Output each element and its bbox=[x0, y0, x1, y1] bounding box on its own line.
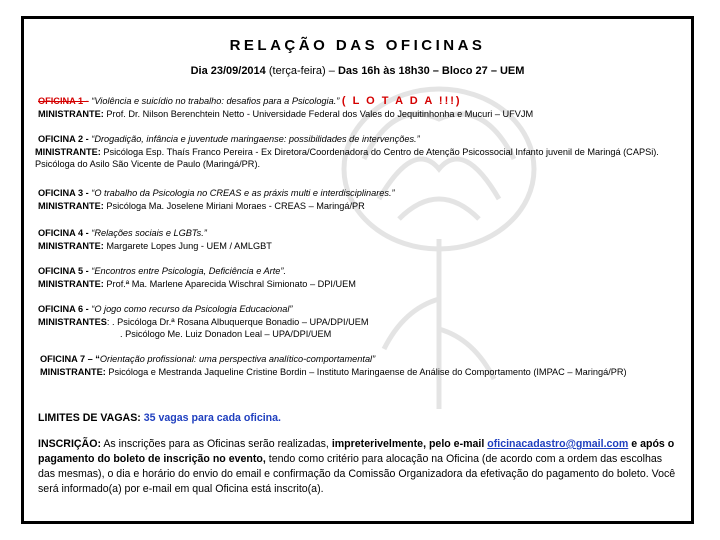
email-link[interactable]: oficinacadastro@gmail.com bbox=[487, 438, 629, 450]
ministrante-label: MINISTRANTE: bbox=[38, 240, 104, 251]
inscricao-bold-1: impreterivelmente, pelo e-mail bbox=[331, 438, 485, 450]
event-dash: – bbox=[328, 65, 335, 77]
document-frame bbox=[21, 16, 694, 524]
inscricao-bold-2: e após o pagamento do boleto de inscrição no evento, bbox=[38, 438, 675, 465]
oficina-topic: “Drogadição, infância e juventude maringaense: possibilidades de intervenções.” bbox=[91, 134, 420, 144]
ministrante-label: MINISTRANTE: bbox=[38, 108, 104, 119]
ministrante-label: MINISTRANTE: bbox=[38, 278, 104, 289]
ministrante-name: : . Psicóloga Dr.ª Rosana Albuquerque Bonadio – UPA/DPI/UEM bbox=[106, 316, 369, 327]
event-subtitle bbox=[24, 65, 691, 77]
ministrante-label: MINISTRANTE: bbox=[38, 200, 104, 211]
ministrante-name-2: . Psicólogo Me. Luiz Donadon Leal – UPA/DPI/UEM bbox=[120, 329, 332, 339]
inscricao-paragraph bbox=[38, 437, 681, 497]
oficina-label: OFICINA 7 – “ bbox=[40, 354, 100, 364]
oficina-topic: Orientação profissional: uma perspectiva analítico-comportamental” bbox=[99, 354, 376, 364]
oficina-5 bbox=[38, 265, 685, 290]
ministrante-name: Psicóloga Esp. Thaís Franco Pereira - Ex Diretora/Coordenadora do Centro de Atenção Psicossocial Infanto juvenil de Maringá (CAPSi). Psicóloga do Asilo São Vicente de Paulo (Maringá/PR). bbox=[35, 146, 659, 169]
oficina-label: OFICINA 5 - bbox=[38, 266, 89, 276]
page-title: RELAÇÃO DAS OFICINAS bbox=[229, 37, 486, 54]
event-date: Dia 23/09/2014 bbox=[190, 65, 266, 77]
oficina-topic: “Relações sociais e LGBTs.” bbox=[91, 228, 207, 238]
limites-vagas bbox=[38, 411, 681, 426]
oficina-1 bbox=[38, 95, 685, 120]
ministrante-name: Prof.ª Ma. Marlene Aparecida Wischral Simionato – DPI/UEM bbox=[106, 278, 356, 289]
ministrante-name: Prof. Dr. Nilson Berenchtein Netto - Universidade Federal dos Vales do Jequitinhonha e Mucuri – UFVJM bbox=[106, 108, 534, 119]
oficina-3 bbox=[38, 187, 685, 212]
inscricao-text-1: As inscrições para as Oficinas serão realizadas, bbox=[103, 438, 329, 450]
oficina-topic: “Encontros entre Psicologia, Deficiência e Arte”. bbox=[91, 266, 286, 276]
oficina-label: OFICINA 2 - bbox=[38, 134, 89, 144]
status-badge: ( L O T A D A !!!) bbox=[341, 95, 462, 107]
oficina-label: OFICINA 1 - bbox=[38, 96, 89, 106]
ministrante-name: Psicóloga e Mestranda Jaqueline Cristine Bordin – Instituto Maringaense de Análise do Comportamento (IMPAC – Maringá/PR) bbox=[108, 366, 627, 377]
ministrante-label: MINISTRANTE: bbox=[40, 366, 106, 377]
oficina-topic: “O jogo como recurso da Psicologia Educacional” bbox=[91, 304, 293, 314]
oficina-6 bbox=[38, 303, 685, 341]
limites-value: 35 vagas para cada oficina. bbox=[143, 412, 281, 424]
ministrante-label: MINISTRANTES bbox=[38, 316, 107, 327]
oficina-7 bbox=[40, 353, 685, 378]
oficina-topic: “O trabalho da Psicologia no CREAS e as práxis multi e interdisciplinares.” bbox=[91, 188, 395, 198]
oficina-label: OFICINA 3 - bbox=[38, 188, 89, 198]
limites-label: LIMITES DE VAGAS: bbox=[38, 412, 141, 424]
event-weekday: (terça-feira) bbox=[268, 65, 326, 77]
event-time-place: Das 16h às 18h30 – Bloco 27 – UEM bbox=[337, 65, 525, 77]
oficina-topic: “Violência e suicídio no trabalho: desafios para a Psicologia.” bbox=[91, 96, 340, 106]
inscricao-label: INSCRIÇÃO: bbox=[38, 438, 101, 450]
ministrante-label: MINISTRANTE: bbox=[35, 146, 101, 157]
oficina-4 bbox=[38, 227, 685, 252]
ministrante-name: Margarete Lopes Jung - UEM / AMLGBT bbox=[106, 240, 272, 251]
inscricao-text-2: tendo como critério para alocação na Oficina (de acordo com a ordem das escolhas das mesmas), o dia e horário do envio do email e confirmação da Comissão Organizadora da efetivação do pagamento do boleto. Você será informado(a) por e-mail em qual Oficina está inscrito(a). bbox=[38, 453, 676, 495]
oficina-label: OFICINA 4 - bbox=[38, 228, 89, 238]
oficina-label: OFICINA 6 - bbox=[38, 304, 89, 314]
oficina-2 bbox=[35, 133, 685, 171]
ministrante-name: Psicóloga Ma. Joselene Miriani Moraes - CREAS – Maringá/PR bbox=[106, 200, 365, 211]
